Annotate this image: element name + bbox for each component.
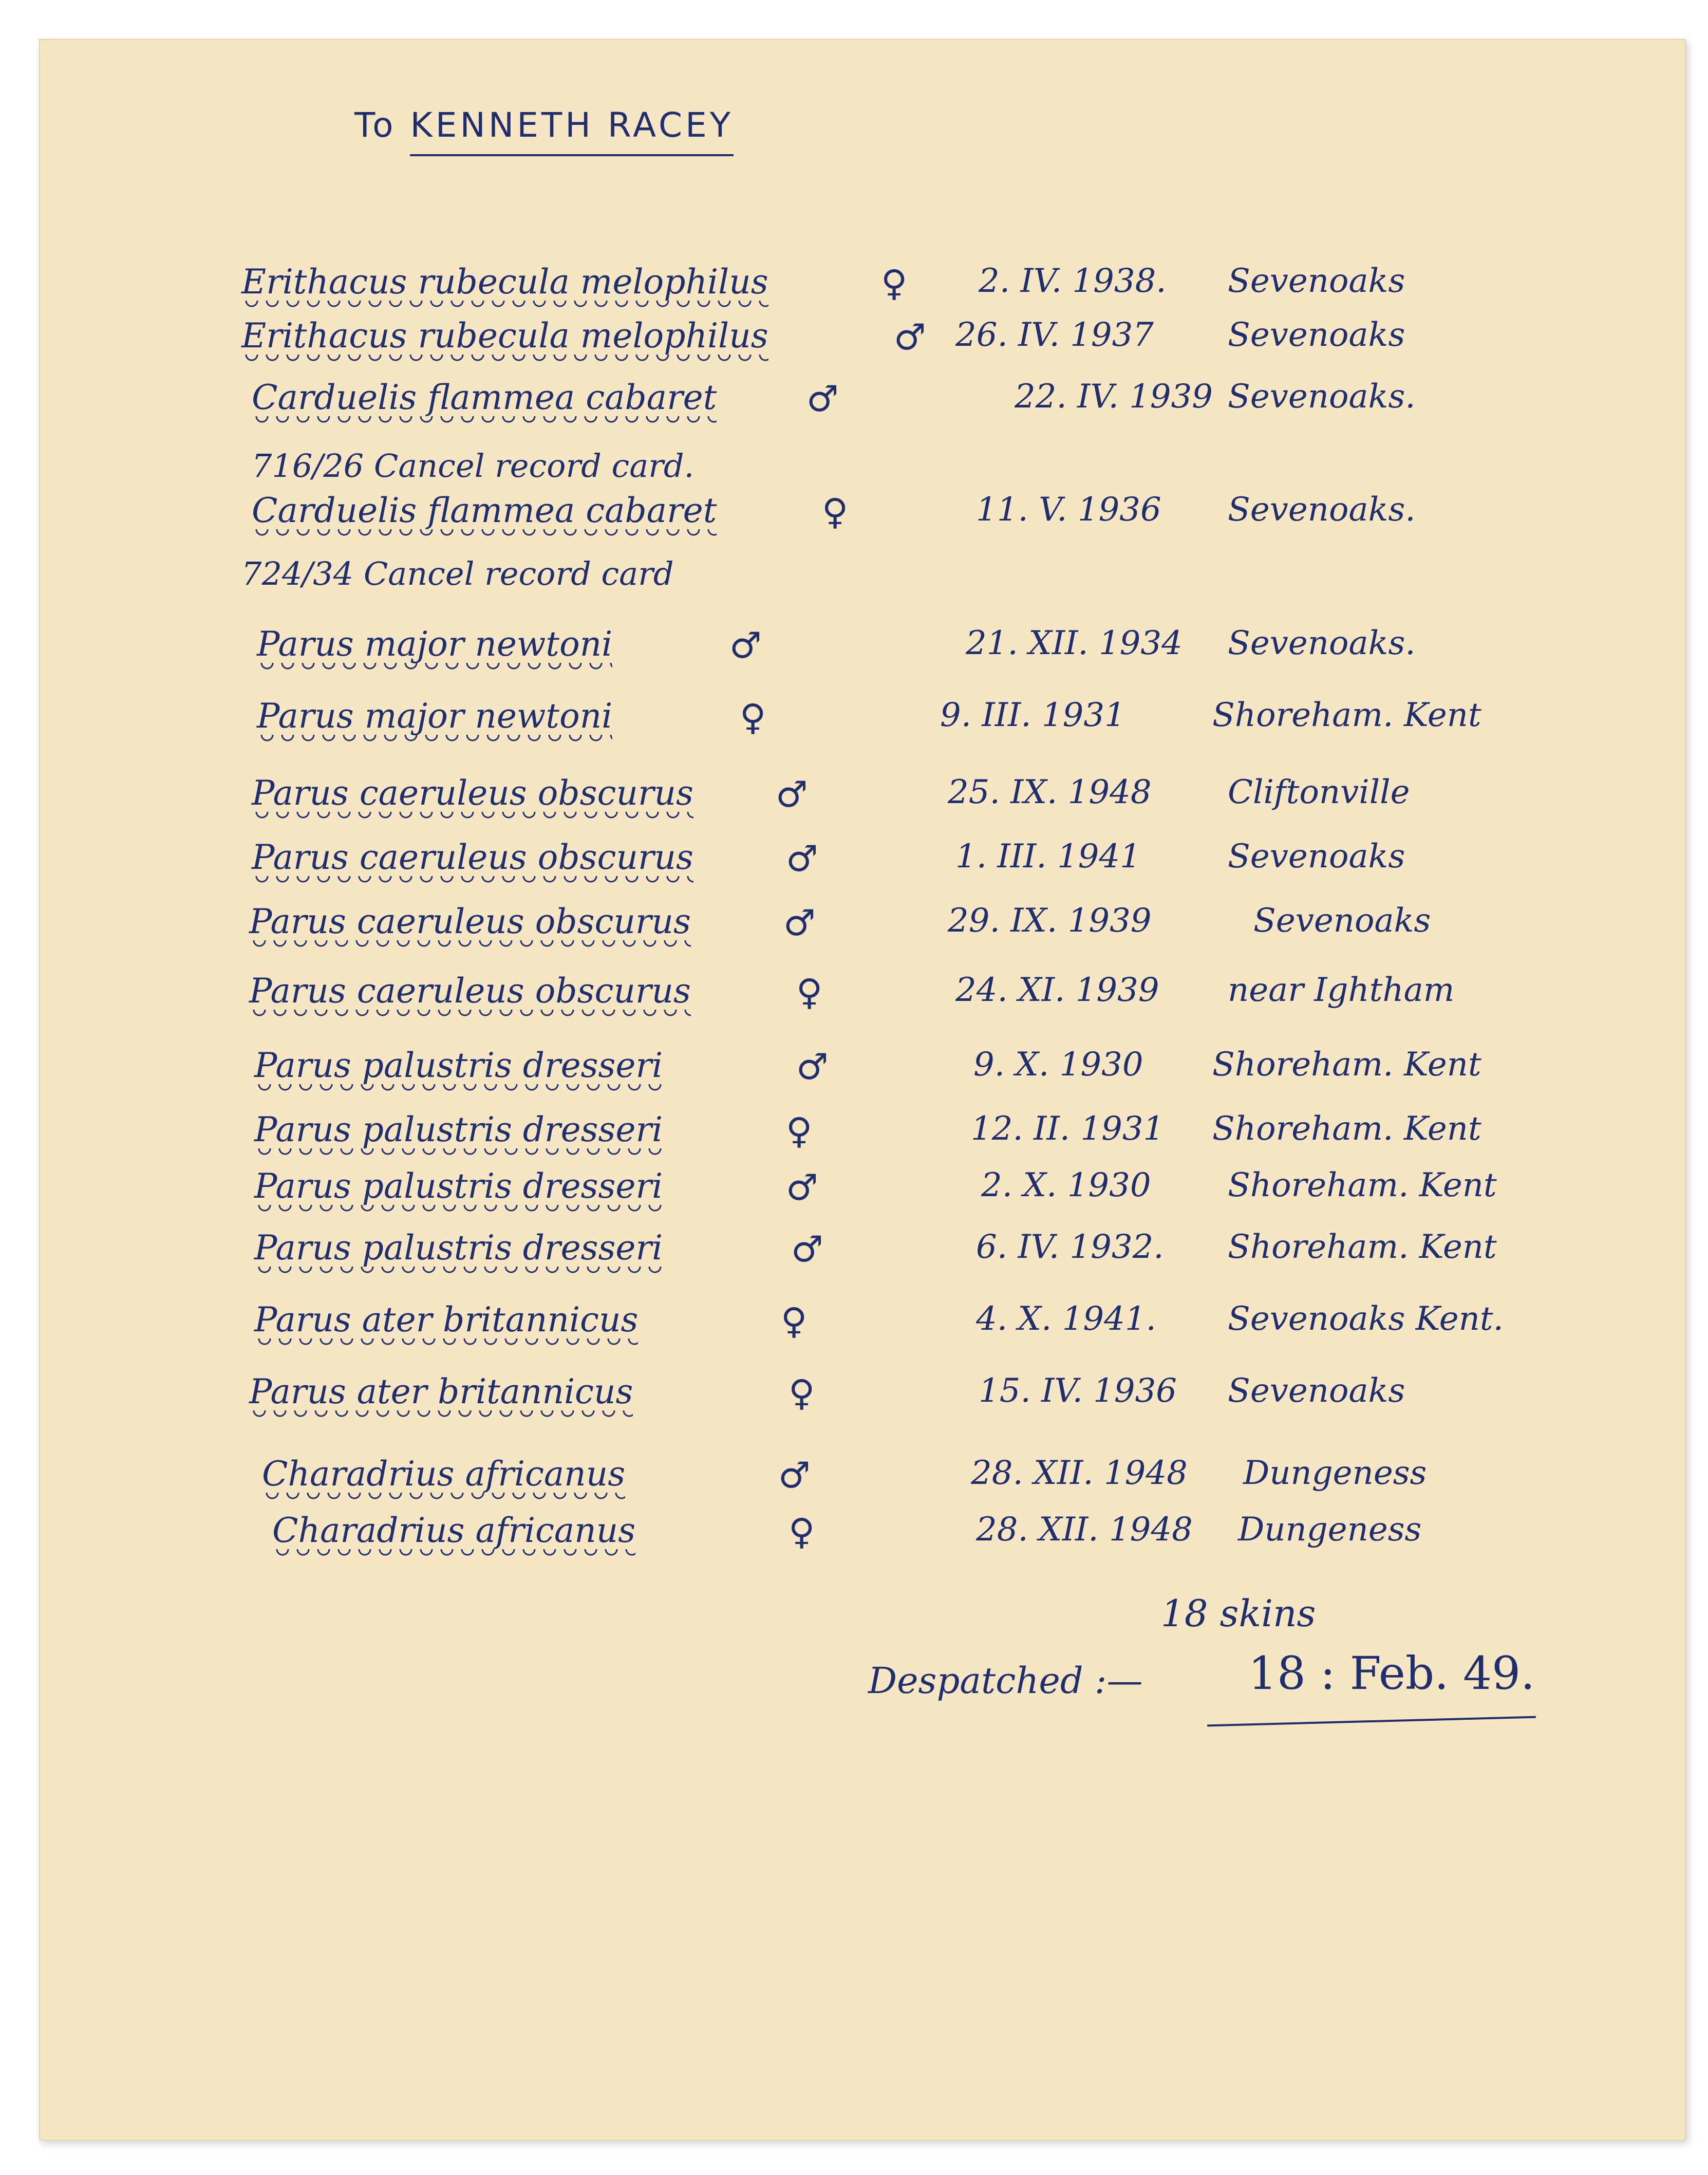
species-name: Erithacus rubecula melophilus — [241, 316, 768, 362]
locality: Sevenoaks — [1228, 838, 1405, 876]
sex-symbol: ♂ — [796, 1046, 829, 1088]
heading-prefix: To — [354, 105, 397, 145]
locality: Dungeness — [1238, 1511, 1422, 1549]
collection-date: 9. III. 1931 — [940, 696, 1125, 734]
collection-date: 28. XII. 1948 — [971, 1454, 1188, 1492]
collection-date: 4. X. 1941. — [976, 1300, 1156, 1338]
locality: Sevenoaks — [1228, 1372, 1405, 1410]
sex-symbol: ♂ — [783, 902, 816, 944]
sex-symbol: ♂ — [786, 838, 818, 880]
collection-date: 26. IV. 1937 — [955, 316, 1154, 354]
collection-date: 11. V. 1936 — [976, 491, 1161, 529]
species-name: Erithacus rubecula melophilus — [241, 262, 768, 308]
recipient-name: KENNETH RACEY — [410, 105, 734, 156]
locality: near Ightham — [1228, 971, 1455, 1009]
species-name: Parus caeruleus obscurus — [249, 902, 691, 947]
species-name: Parus caeruleus obscurus — [252, 838, 693, 883]
locality: Shoreham. Kent — [1212, 1046, 1481, 1084]
note-line: 716/26 Cancel record card. — [252, 447, 695, 485]
species-name: Parus palustris dresseri — [254, 1166, 663, 1212]
species-name: Parus major newtoni — [257, 624, 612, 670]
sex-symbol: ♀ — [740, 696, 766, 738]
sex-symbol: ♀ — [789, 1511, 815, 1553]
species-name: Parus caeruleus obscurus — [249, 971, 691, 1017]
species-name: Parus caeruleus obscurus — [252, 773, 693, 819]
sex-symbol: ♂ — [786, 1166, 818, 1209]
collection-date: 6. IV. 1932. — [976, 1228, 1164, 1266]
species-name: Charadrius africanus — [262, 1454, 625, 1500]
locality: Sevenoaks. — [1228, 491, 1416, 529]
species-name: Parus ater britannicus — [254, 1300, 638, 1346]
collection-date: 15. IV. 1936 — [979, 1372, 1177, 1410]
sex-symbol: ♂ — [791, 1228, 823, 1270]
skins-count: 18 skins — [1161, 1592, 1316, 1635]
locality: Sevenoaks. — [1228, 378, 1416, 416]
collection-date: 24. XI. 1939 — [955, 971, 1159, 1009]
sex-symbol: ♂ — [806, 378, 839, 420]
collection-date: 2. X. 1930 — [981, 1166, 1151, 1204]
despatched-label: Despatched :— — [868, 1660, 1143, 1702]
species-name: Parus palustris dresseri — [254, 1110, 663, 1156]
sex-symbol: ♀ — [822, 491, 849, 533]
locality: Sevenoaks. — [1228, 624, 1416, 662]
sex-symbol: ♂ — [778, 1454, 811, 1496]
locality: Sevenoaks Kent. — [1228, 1300, 1504, 1338]
despatched-date: 18 : Feb. 49. — [1248, 1647, 1535, 1700]
sex-symbol: ♂ — [729, 624, 762, 666]
locality: Sevenoaks — [1253, 902, 1431, 940]
sex-symbol: ♀ — [789, 1372, 815, 1414]
species-name: Charadrius africanus — [272, 1511, 635, 1556]
locality: Shoreham. Kent — [1212, 696, 1481, 734]
collection-date: 22. IV. 1939 — [1015, 378, 1213, 416]
sex-symbol: ♀ — [881, 262, 908, 304]
collection-date: 1. III. 1941 — [955, 838, 1141, 876]
species-name: Carduelis flammea cabaret — [252, 378, 717, 423]
collection-date: 2. IV. 1938. — [979, 262, 1167, 300]
species-name: Parus palustris dresseri — [254, 1228, 663, 1274]
sex-symbol: ♀ — [781, 1300, 808, 1342]
sex-symbol: ♂ — [894, 316, 926, 358]
sex-symbol: ♀ — [796, 971, 823, 1013]
species-name: Carduelis flammea cabaret — [252, 491, 717, 536]
collection-date: 25. IX. 1948 — [948, 773, 1152, 811]
locality: Shoreham. Kent — [1212, 1110, 1481, 1148]
sex-symbol: ♀ — [786, 1110, 813, 1152]
collection-date: 12. II. 1931 — [971, 1110, 1165, 1148]
species-name: Parus palustris dresseri — [254, 1046, 663, 1091]
locality: Dungeness — [1243, 1454, 1427, 1492]
locality: Shoreham. Kent — [1228, 1228, 1497, 1266]
locality: Cliftonville — [1228, 773, 1410, 811]
locality: Sevenoaks — [1228, 262, 1405, 300]
sex-symbol: ♂ — [776, 773, 808, 815]
species-name: Parus major newtoni — [257, 696, 612, 742]
collection-date: 28. XII. 1948 — [976, 1511, 1193, 1549]
locality: Shoreham. Kent — [1228, 1166, 1497, 1204]
locality: Sevenoaks — [1228, 316, 1405, 354]
collection-date: 9. X. 1930 — [973, 1046, 1143, 1084]
collection-date: 29. IX. 1939 — [948, 902, 1152, 940]
note-line: 724/34 Cancel record card — [241, 555, 674, 592]
collection-date: 21. XII. 1934 — [966, 624, 1183, 662]
species-name: Parus ater britannicus — [249, 1372, 633, 1418]
